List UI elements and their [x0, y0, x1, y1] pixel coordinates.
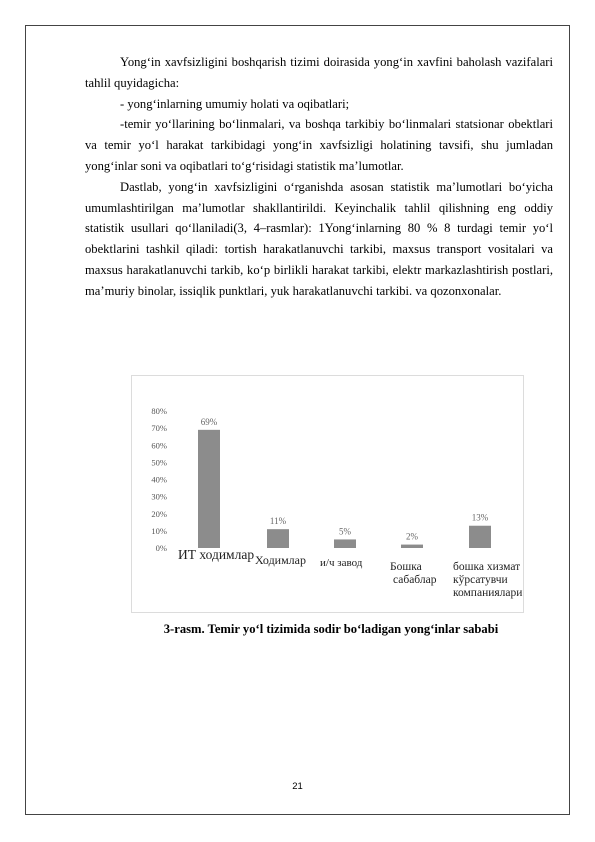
category-label: компаниялари — [453, 587, 523, 599]
bar — [267, 529, 289, 548]
data-label: 69% — [200, 416, 218, 427]
y-tick-label: 80% — [151, 406, 167, 416]
category-label: ИТ ходимлар — [178, 547, 255, 562]
y-tick-label: 30% — [151, 491, 167, 502]
data-label: 13% — [471, 512, 489, 523]
bar-chart — [131, 375, 524, 613]
paragraph: - yong‘inlarning umumiy holati va oqibatlari; — [120, 96, 350, 111]
category-label: Бошка — [390, 561, 422, 573]
category-label: кўрсатувчи — [453, 574, 508, 586]
category-label: Ходимлар — [255, 553, 306, 567]
data-label: 11% — [269, 516, 287, 527]
category-label: и/ч завод — [320, 557, 363, 569]
y-tick-label: 70% — [151, 423, 167, 434]
y-tick-label: 20% — [151, 508, 167, 519]
y-tick-label: 40% — [151, 474, 167, 485]
paragraph: Yong‘in xavfsizligini boshqarish tizimi doirasida yong‘in xavfini baholash vazifalari tahlil quyidagicha: — [85, 55, 553, 90]
page-number: 21 — [292, 781, 303, 792]
bar — [401, 545, 423, 548]
category-label: сабаблар — [393, 574, 437, 586]
bar — [198, 430, 220, 548]
y-tick-label: 10% — [151, 525, 167, 536]
bar-chart-svg — [132, 376, 523, 612]
figure-caption: 3-rasm. Temir yo‘l tizimida sodir bo‘ladigan yong‘inlar sababi — [163, 622, 499, 636]
bar — [334, 539, 356, 548]
y-tick-label: 0% — [155, 543, 167, 553]
paragraph: -temir yo‘llarining bo‘linmalari, va boshqa tarkibiy bo‘linmalari statsionar obektlari va temir yo‘l harakat tarkibidagi yong‘in xavfsizligi holatining tavsifi, shu jumladan yong‘inlar soni va oqibatlari to‘g‘risidagi statistik ma’lumotlar. — [85, 117, 553, 173]
y-tick-label: 60% — [151, 440, 167, 451]
data-label: 2% — [406, 531, 418, 542]
paragraph: Dastlab, yong‘in xavfsizligini o‘rganishda asosan statistik ma’lumotlari bo‘yicha umumlashtirilgan ma’lumotlar shakllantirildi. Keyinchalik tahlil qilishning eng oddiy statistik usullari qo‘llaniladi(3, 4–rasmlar): 1Yong‘inlarning 80 % 8 turdagi temir yo‘l obektlarini tashkil qiladi: tortish harakatlanuvchi tarkibi, maxsus transport vositalari va maxsus harakatlanuvchi tarkib, ko‘p birlikli harakat tarkibi, elektr markazlashtirish postlari, ma’muriy binolar, issiqlik punktlari, yuk harakatlanuvchi tarkibi. va qozonxonalar. — [85, 179, 553, 298]
body-text — [85, 52, 553, 302]
category-label: бошка хизмат — [453, 561, 521, 573]
bar — [469, 526, 491, 548]
data-label: 5% — [339, 526, 351, 537]
y-tick-label: 50% — [151, 457, 167, 468]
